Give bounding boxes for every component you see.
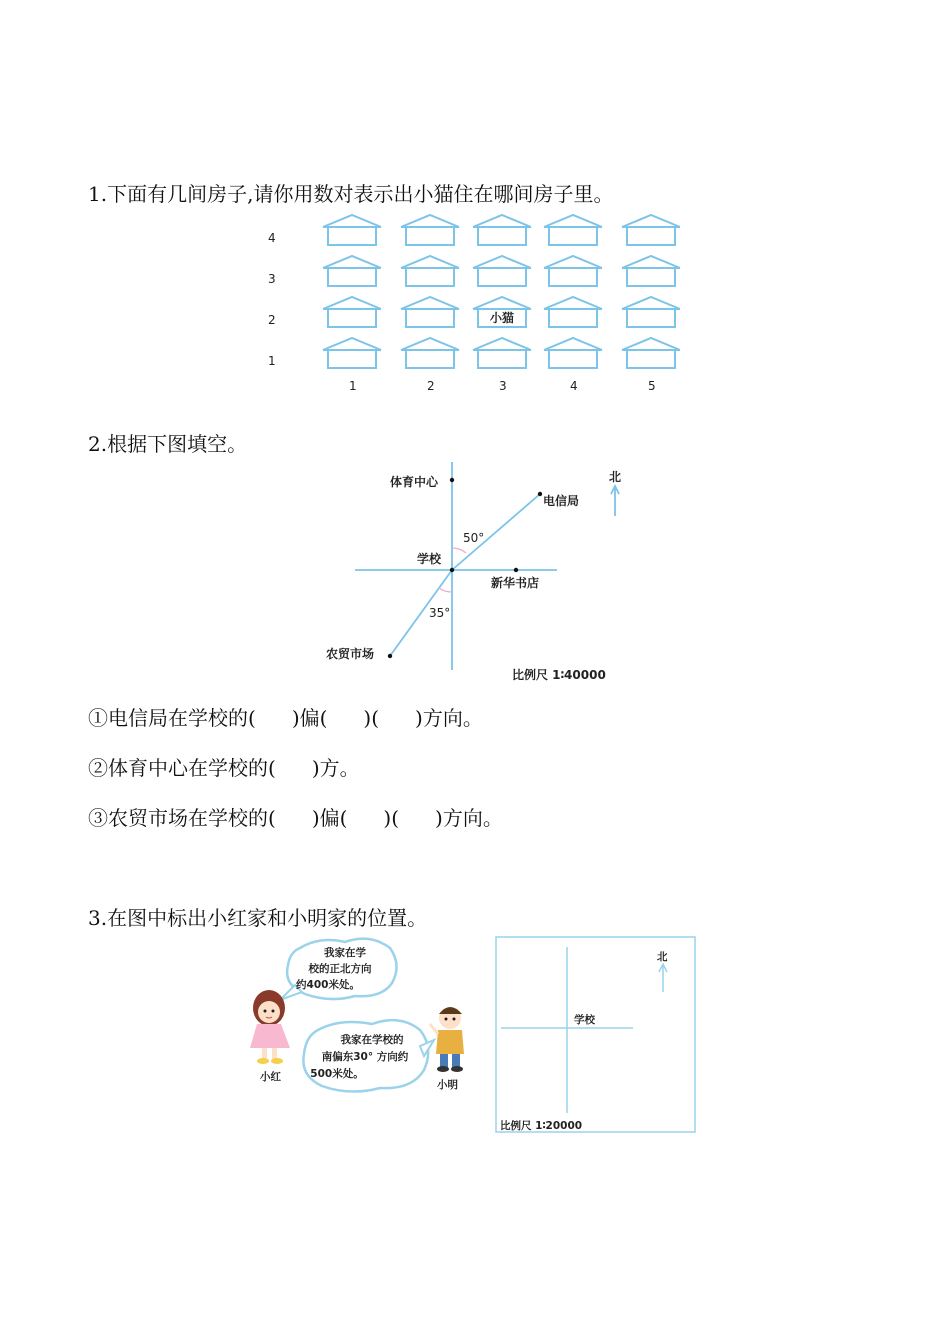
house [323,338,381,368]
house [622,215,680,245]
item1-part4: )方向。 [415,706,483,730]
col-label: 4 [570,379,578,393]
house [401,256,459,286]
label-market: 农贸市场 [326,647,375,661]
label-sports: 体育中心 [390,475,439,489]
item3-part1: ③农贸市场在学校的( [88,806,276,830]
bubble2-line2: 南偏东30° 方向约 [321,1051,409,1063]
label-telecom: 电信局 [543,494,580,508]
question-3-text: 3.在图中标出小红家和小明家的位置。 [88,906,428,930]
direction-map-2 [496,937,695,1132]
house [323,215,381,245]
house [622,338,680,368]
point-school [450,568,454,572]
item3-part2: )偏( [311,806,348,830]
point-sports [450,478,454,482]
point-bookstore [514,568,518,572]
point-telecom [538,492,542,496]
label-bookstore: 新华书店 [491,576,540,590]
house [622,256,680,286]
label-scale-1: 比例尺 1∶40000 [512,668,606,682]
item1-part3: )( [363,706,380,730]
fill-item-3 [88,802,503,831]
house [323,256,381,286]
item2-part2: )方。 [311,756,360,780]
col-label: 2 [427,379,435,393]
point-market [388,654,392,658]
item1-part2: )偏( [291,706,328,730]
item2-part1: ②体育中心在学校的( [88,756,276,780]
col-label: 1 [349,379,357,393]
cat-label: 小猫 [489,311,515,325]
house [401,297,459,327]
girl-name: 小红 [260,1071,281,1083]
row-label: 1 [268,354,276,368]
col-label: 5 [648,379,656,393]
map1-points [388,478,542,658]
label-school: 学校 [417,552,442,566]
question-1-text: 1.下面有几间房子,请你用数对表示出小猫住在哪间房子里。 [88,182,614,206]
fill-item-2 [88,752,360,781]
item3-part3: )( [383,806,400,830]
bubble2-line1: 我家在学校的 [340,1034,404,1046]
map2-north: 北 [657,951,668,963]
house [544,256,602,286]
col-label: 3 [499,379,507,393]
row-label: 3 [268,272,276,286]
angle-arc-50 [452,548,466,553]
bubble1-line1: 我家在学 [324,947,366,959]
question-2-text: 2.根据下图填空。 [88,432,248,456]
bubble1-line3: 约400米处。 [296,979,360,991]
label-north-1: 北 [609,470,622,484]
house [622,297,680,327]
fill-item-1 [88,702,483,731]
bubble2-line3: 500米处。 [310,1068,364,1080]
angle-arc-35 [439,588,452,592]
label-angle-50: 50° [463,531,485,545]
girl-figure [250,990,290,1064]
house [401,215,459,245]
house [544,297,602,327]
house [473,338,531,368]
label-angle-35: 35° [429,606,451,620]
bubble1-line2: 校的正北方向 [308,963,372,975]
item1-part1: ①电信局在学校的( [88,706,256,730]
house [473,215,531,245]
house [473,256,531,286]
house [544,338,602,368]
map2-frame [496,937,695,1132]
boy-name: 小明 [437,1079,458,1091]
row-label: 4 [268,231,276,245]
row-label: 2 [268,313,276,327]
map2-school: 学校 [574,1014,595,1026]
house [323,297,381,327]
item3-part4: )方向。 [435,806,503,830]
house [544,215,602,245]
direction-map-1 [355,462,622,670]
map2-scale: 比例尺 1∶20000 [500,1120,583,1132]
house [401,338,459,368]
